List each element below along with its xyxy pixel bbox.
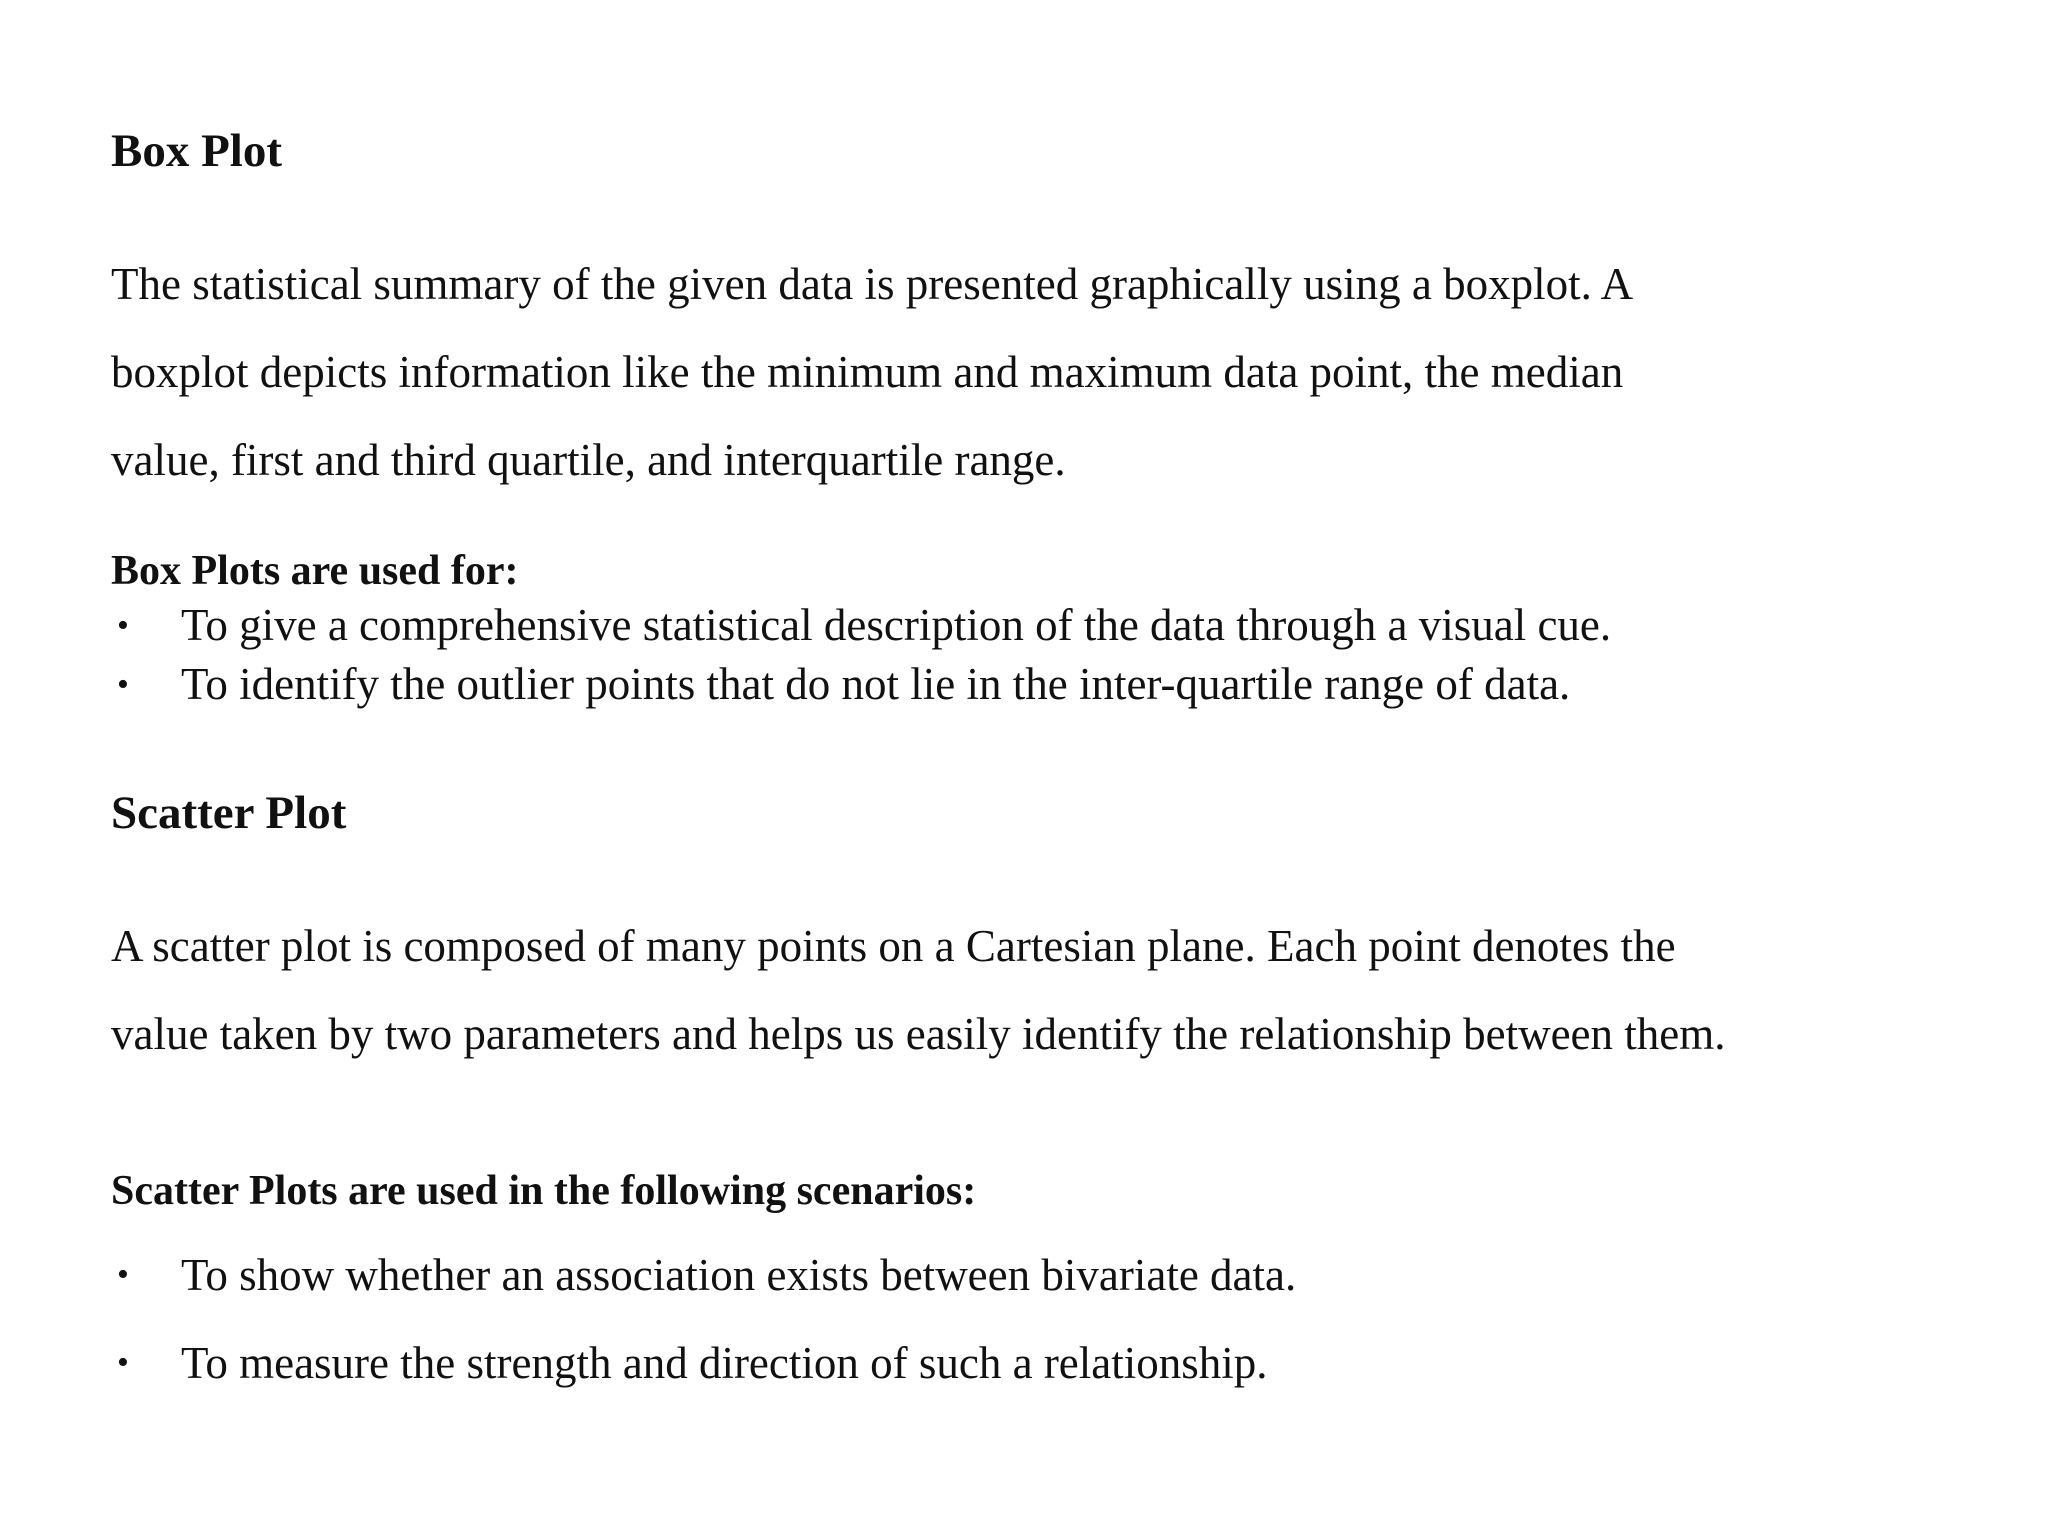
bullet-icon: • — [117, 1344, 129, 1381]
box-plot-uses-heading: Box Plots are used for: — [111, 548, 519, 594]
scatter-plot-uses-list — [111, 1231, 1296, 1407]
paragraph-line: A scatter plot is composed of many points on a Cartesian plane. Each point denotes the — [111, 921, 1676, 971]
box-plot-heading: Box Plot — [111, 125, 283, 177]
list-item-text: To show whether an association exists between bivariate data. — [181, 1250, 1297, 1300]
list-item — [111, 1319, 1296, 1407]
list-item — [111, 1231, 1296, 1319]
bullet-icon: • — [117, 666, 129, 703]
scatter-plot-uses-heading: Scatter Plots are used in the following scenarios: — [111, 1168, 977, 1214]
list-item-text: To give a comprehensive statistical description of the data through a visual cue. — [181, 600, 1612, 650]
scatter-plot-paragraph — [111, 902, 1991, 1078]
bullet-icon: • — [117, 607, 129, 644]
scatter-plot-heading: Scatter Plot — [111, 787, 347, 839]
list-item-text: To measure the strength and direction of such a relationship. — [181, 1338, 1268, 1388]
box-plot-uses-list — [111, 596, 1611, 714]
paragraph-line: boxplot depicts information like the minimum and maximum data point, the median — [111, 347, 1624, 397]
paragraph-line: value taken by two parameters and helps us easily identify the relationship between them. — [111, 1009, 1726, 1059]
paragraph-line: value, first and third quartile, and interquartile range. — [111, 435, 1066, 485]
list-item — [111, 596, 1611, 655]
paragraph-line: The statistical summary of the given data is presented graphically using a boxplot. A — [111, 259, 1634, 309]
bullet-icon: • — [117, 1256, 129, 1293]
list-item-text: To identify the outlier points that do not lie in the inter-quartile range of data. — [181, 659, 1571, 709]
box-plot-paragraph — [111, 240, 1991, 504]
list-item — [111, 655, 1611, 714]
